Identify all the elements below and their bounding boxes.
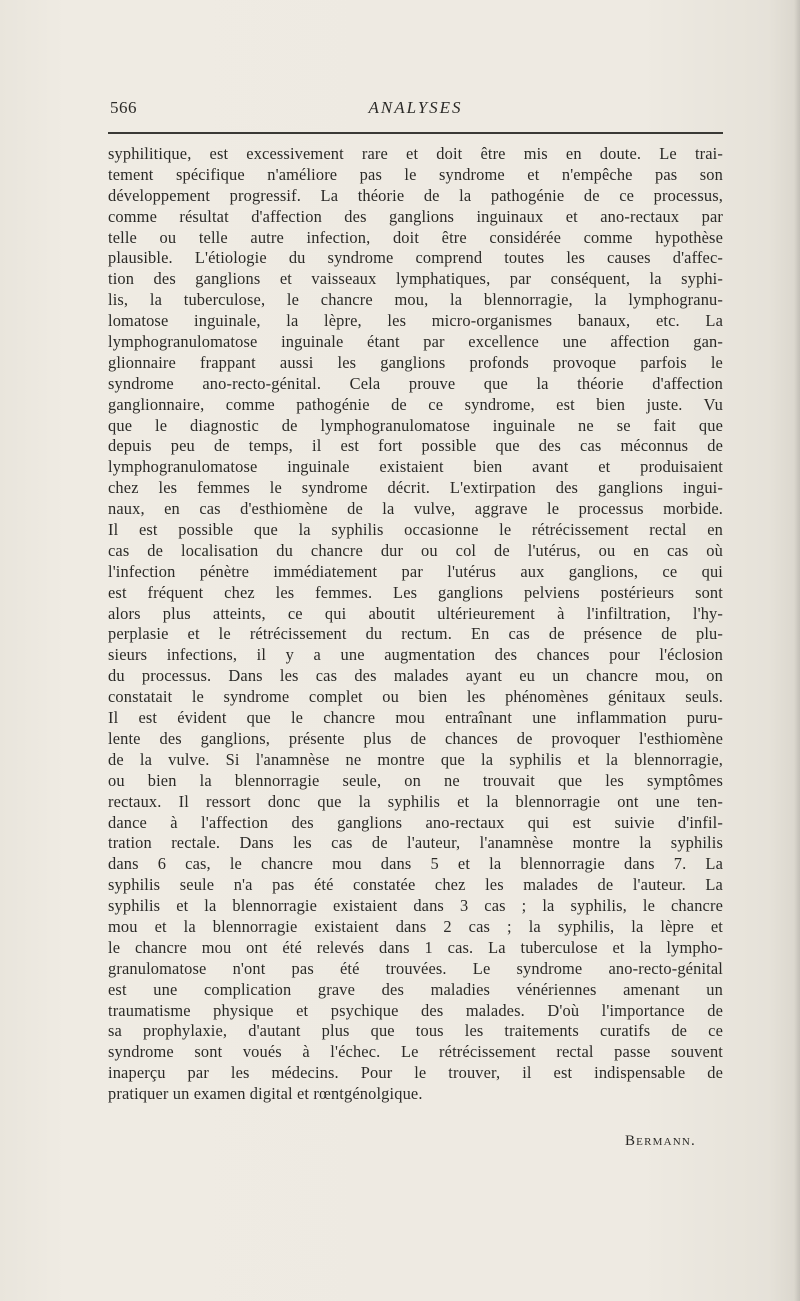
- running-title: ANALYSES: [368, 98, 463, 117]
- text-line: syphilitique, est excessivement rare et doit être mis en doute. Le trai-: [108, 144, 723, 163]
- text-line: granulomatose n'ont pas été trouvées. Le syndrome ano-recto-génital: [108, 958, 723, 978]
- text-line: mou et la blennorragie existaient dans 2 cas ; la syphilis, la lèpre et: [108, 916, 723, 936]
- text-line: sa prophylaxie, d'autant plus que tous les traitements curatifs de ce: [108, 1021, 723, 1041]
- text-line: ganglionnaire, comme pathogénie de ce syndrome, est bien juste. Vu: [108, 394, 723, 414]
- text-line: le chancre mou ont été relevés dans 1 cas. La tuberculose et la lympho-: [108, 937, 723, 957]
- text-line: syndrome ano-recto-génital. Cela prouve que la théorie d'affection: [108, 373, 723, 393]
- text-line: de la vulve. Si l'anamnèse ne montre que la syphilis et la blennorragie,: [108, 749, 723, 769]
- text-line: tement spécifique n'améliore pas le syndrome et n'empêche pas son: [108, 164, 723, 184]
- text-line: dans 6 cas, le chancre mou dans 5 et la blennorragie dans 7. La: [108, 854, 723, 874]
- page-number: 566: [110, 98, 137, 117]
- text-line: chez les femmes le syndrome décrit. L'extirpation des ganglions ingui-: [108, 478, 723, 498]
- text-line: lomatose inguinale, la lèpre, les micro-organismes banaux, etc. La: [108, 311, 723, 331]
- text-line: l'infection pénètre immédiatement par l'utérus aux ganglions, ce qui: [108, 561, 723, 581]
- text-line: depuis peu de temps, il est fort possible que des cas méconnus de: [108, 436, 723, 456]
- text-line: syndrome sont voués à l'échec. Le rétrécissement rectal passe souvent: [108, 1042, 723, 1062]
- text-line: inaperçu par les médecins. Pour le trouver, il est indispensable de: [108, 1063, 723, 1083]
- text-line: est fréquent chez les femmes. Les ganglions pelviens postérieurs sont: [108, 582, 723, 602]
- text-line: ou bien la blennorragie seule, on ne trouvait que les symptômes: [108, 770, 723, 790]
- text-line: alors plus atteints, ce qui aboutit ultérieurement à l'infiltration, l'hy-: [108, 603, 723, 623]
- text-line: Il est évident que le chancre mou entraînant une inflammation puru-: [108, 708, 723, 728]
- text-line: syphilis seule n'a pas été constatée chez les malades de l'auteur. La: [108, 875, 723, 895]
- author-signature: Bermann.: [624, 1133, 696, 1149]
- text-line: comme résultat d'affection des ganglions inguinaux et ano-rectaux par: [108, 206, 723, 226]
- text-line: pratiquer un examen digital et rœntgénolgique.: [108, 1084, 423, 1104]
- text-line: Il est possible que la syphilis occasionne le rétrécissement rectal en: [108, 520, 723, 540]
- text-line: lente des ganglions, présente plus de chances de provoquer l'esthiomène: [108, 728, 723, 748]
- text-line: glionnaire frappant aussi les ganglions profonds provoque parfois le: [108, 352, 723, 372]
- text-line: dance à l'affection des ganglions ano-rectaux qui est suivie d'infil-: [108, 812, 723, 832]
- article-body: [108, 144, 723, 1105]
- text-line: constatait le syndrome complet ou bien les phénomènes génitaux seuls.: [108, 687, 723, 707]
- text-line: lymphogranulomatose inguinale étant par excellence une affection gan-: [108, 332, 723, 352]
- text-line: tration rectale. Dans les cas de l'auteur, l'anamnèse montre la syphilis: [108, 833, 723, 853]
- text-line: du processus. Dans les cas des malades ayant eu un chancre mou, on: [108, 666, 723, 686]
- header-rule: [108, 132, 723, 134]
- text-line: naux, en cas d'esthiomène de la vulve, aggrave le processus morbide.: [108, 499, 723, 519]
- text-line: telle ou telle autre infection, doit être considérée comme hypothèse: [108, 227, 723, 247]
- text-line: sieurs infections, il y a une augmentation des chances pour l'éclosion: [108, 645, 723, 665]
- text-line: lymphogranulomatose inguinale existaient bien avant et produisaient: [108, 457, 723, 477]
- text-line: rectaux. Il ressort donc que la syphilis et la blennorragie ont une ten-: [108, 791, 723, 811]
- running-head: [108, 98, 723, 124]
- page-edge-shadow: [794, 0, 800, 1301]
- text-line: est une complication grave des maladies vénériennes amenant un: [108, 979, 723, 999]
- text-line: syphilis et la blennorragie existaient dans 3 cas ; la syphilis, le chancre: [108, 896, 723, 916]
- text-line: tion des ganglions et vaisseaux lymphatiques, par conséquent, la syphi-: [108, 269, 723, 289]
- text-line: plausible. L'étiologie du syndrome comprend toutes les causes d'affec-: [108, 248, 723, 268]
- text-line: développement progressif. La théorie de la pathogénie de ce processus,: [108, 185, 723, 205]
- text-line: traumatisme physique et psychique des malades. D'où l'importance de: [108, 1000, 723, 1020]
- text-line: que le diagnostic de lymphogranulomatose inguinale ne se fait que: [108, 415, 723, 435]
- text-line: perplasie et le rétrécissement du rectum. En cas de présence de plu-: [108, 624, 723, 644]
- text-line: lis, la tuberculose, le chancre mou, la blennorragie, la lymphogranu-: [108, 290, 723, 310]
- text-line: cas de localisation du chancre dur ou col de l'utérus, ou en cas où: [108, 540, 723, 560]
